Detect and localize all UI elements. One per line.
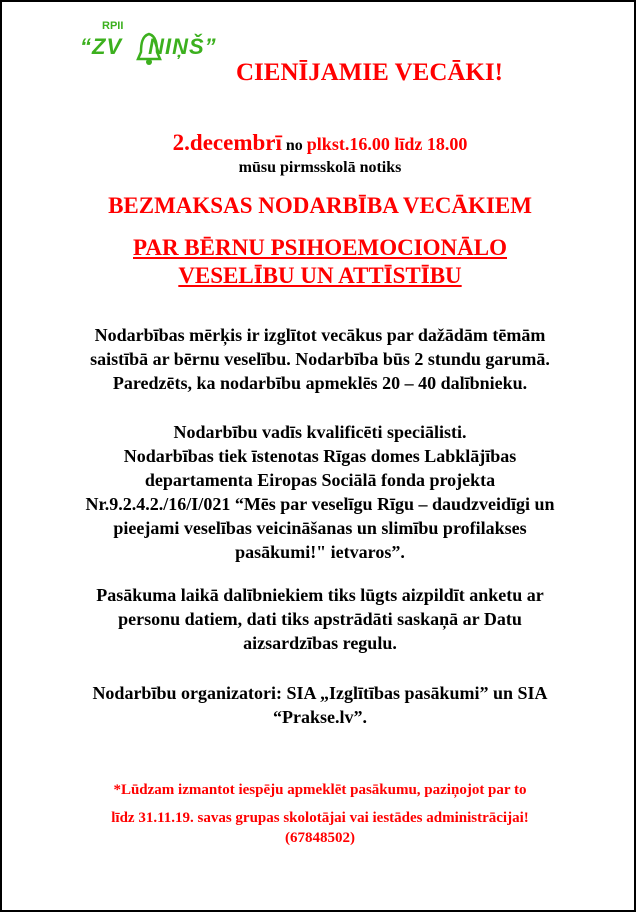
paragraph-purpose [2,323,638,395]
event-topic-line2: VESELĪBU UN ATTĪSTĪBU [178,263,462,288]
event-datetime [2,130,638,156]
page-title: CIENĪJAMIE VECĀKI! [236,59,503,86]
paragraph-line: Nodarbības mērķis ir izglītot vecākus par dažādām tēmām [94,325,546,345]
logo-rpii: RPII [102,20,124,32]
event-date-no: no [285,137,303,154]
event-time: plkst.16.00 līdz 18.00 [306,134,468,154]
paragraph-line: saistībā ar bērnu veselību. Nodarbība būs 2 stundu garumā. [90,349,550,369]
event-venue: mūsu pirmsskolā notiks [238,159,402,176]
paragraph-line: pieejami veselības veicināšanas un slimību profilakses [113,518,527,538]
notice-line2: līdz 31.11.19. savas grupas skolotājai vai iestādes administrācijai! [111,810,529,826]
event-headline: BEZMAKSAS NODARBĪBA VECĀKIEM [108,193,532,218]
paragraph-line: Pasākuma laikā dalībniekiem tiks lūgts aizpildīt anketu ar [96,585,544,605]
paragraph-line: aizsardzības regulu. [243,633,397,653]
event-date: 2.decembrī [172,130,282,155]
paragraph-line: Nr.9.2.4.2./16/I/021 “Mēs par veselīgu Rīgu – daudzveidīgi un [85,494,555,514]
event-topic-line1: PAR BĒRNU PSIHOEMOCIONĀLO [133,235,507,260]
paragraph-line: “Prakse.lv”. [273,707,367,727]
paragraph-project [2,420,638,564]
bell-icon [136,32,162,66]
paragraph-line: personu datiem, dati tiks apstrādāti saskaņā ar Datu [118,609,522,629]
paragraph-data-processing [2,583,638,655]
paragraph-line: departamenta Eiropas Sociālā fonda projekta [144,470,496,490]
registration-notice [2,776,638,832]
paragraph-line: Paredzēts, ka nodarbību apmeklēs 20 – 40 dalībnieku. [112,373,528,393]
notice-line1: *Lūdzam izmantot iespēju apmeklēt pasākumu, paziņojot par to [113,782,527,798]
event-topic [2,234,638,290]
contact-phone: (67848502) [285,830,355,846]
paragraph-line: Nodarbības tiek īstenotas Rīgas domes Labklājības [123,446,517,466]
paragraph-line: pasākumi!" ietvaros”. [235,542,405,562]
logo-name-start: “ZV [80,34,123,59]
kindergarten-logo [80,20,230,82]
paragraph-line: Nodarbību organizatori: SIA „Izglītības pasākumi” un SIA [92,683,548,703]
logo-name-end: NIŅŠ” [148,34,217,59]
paragraph-organizers [2,681,638,729]
paragraph-line: Nodarbību vadīs kvalificēti speciālisti. [173,422,467,442]
